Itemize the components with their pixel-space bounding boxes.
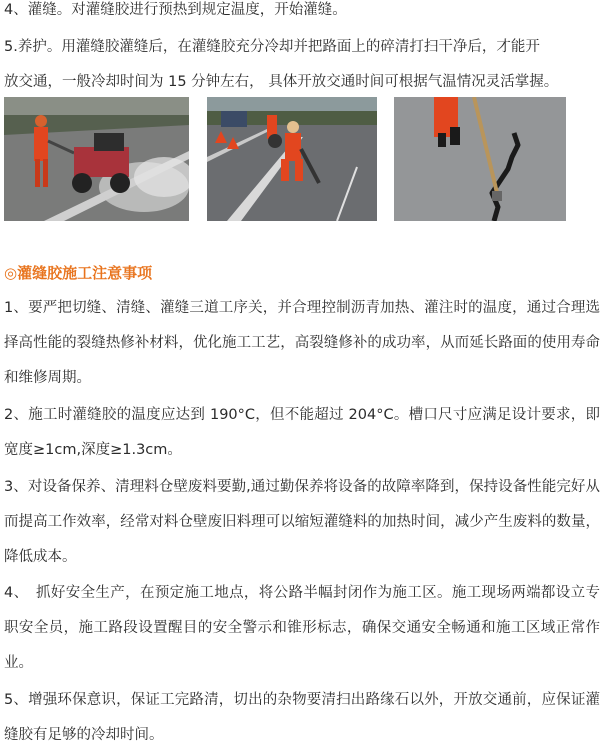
road-crack-blowing-photo: [207, 97, 377, 221]
note-item-4: 4、 抓好安全生产，在预定施工地点，将公路半幅封闭作为施工区。施工现场两端都设立专职安全员，施工路段设置醒目的安全警示和锥形标志，确保交通安全畅通和施工区域正常作业。: [4, 585, 600, 671]
section-title: ◎灌缝胶施工注意事项: [4, 264, 153, 282]
step-5-text-line-1: 5.养护。用灌缝胶灌缝后，在灌缝胶充分冷却并把路面上的碎清打扫干净后，才能开: [4, 39, 540, 55]
note-item-5: 5、增强环保意识，保证工完路清，切出的杂物要清扫出路缘石以外，开放交通前，应保证灌缝胶有足够的冷却时间。: [4, 692, 600, 743]
road-crack-sealing-photo: [394, 97, 566, 221]
note-item-3: 3、对设备保养、清理料仓壁废料要勤,通过勤保养将设备的故障率降到，保持设备性能完好从而提高工作效率，经常对料仓壁废旧料理可以缩短灌缝料的加热时间，减少产生废料的数量，降低成本。: [4, 479, 600, 565]
note-item-2: 2、施工时灌缝胶的温度应达到 190°C，但不能超过 204°C。槽口尺寸应满足设计要求，即宽度≥1cm,深度≥1.3cm。: [4, 407, 600, 458]
road-crack-cutting-machine-photo: [4, 97, 189, 221]
step-4-text: 4、灌缝。对灌缝胶进行预热到规定温度，开始灌缝。: [4, 2, 347, 18]
step-5-text-line-2: 放交通，一般冷却时间为 15 分钟左右， 具体开放交通时间可根据气温情况灵活掌握。: [4, 74, 559, 90]
note-item-1: 1、要严把切缝、清缝、灌缝三道工序关，并合理控制沥青加热、灌注时的温度，通过合理选择高性能的裂缝热修补材料，优化施工工艺，高裂缝修补的成功率，从而延长路面的使用寿命和维修周期。: [4, 300, 600, 386]
